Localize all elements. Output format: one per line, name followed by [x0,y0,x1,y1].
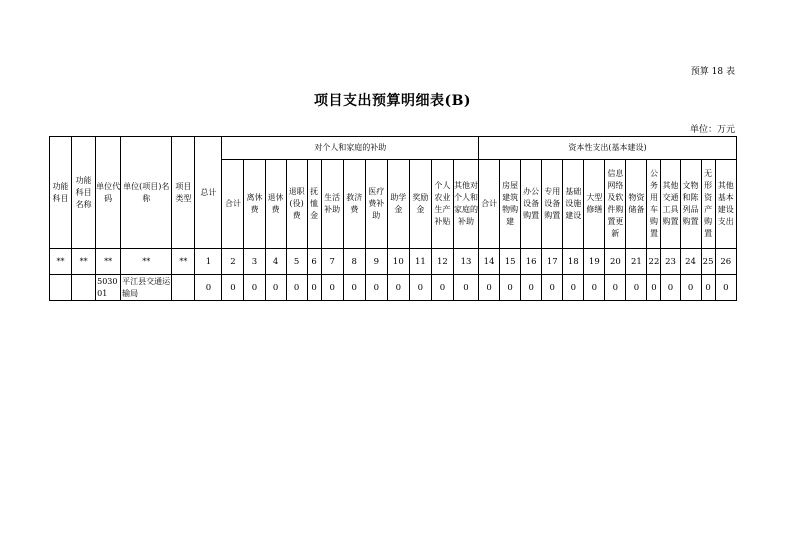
header-official-car: 公务用车购置 [647,160,661,249]
header-relief: 救济费 [343,160,365,249]
value-cell: 0 [500,275,521,301]
header-row-group [50,137,737,160]
unit-label: 单位：万元 [689,125,735,135]
index-row [50,249,737,275]
value-cell: 0 [542,275,563,301]
index-cell: 22 [647,249,661,275]
header-capital-subtotal: 合计 [479,160,500,249]
header-other-vehicle: 其他交通工具购置 [661,160,680,249]
value-cell: 0 [661,275,680,301]
value-cell: 0 [680,275,701,301]
value-cell: 0 [701,275,715,301]
index-cell: 14 [479,249,500,275]
index-cell: 8 [343,249,365,275]
index-cell: 5 [286,249,307,275]
index-cell: 24 [680,249,701,275]
index-cell: ** [50,249,72,275]
header-material-reserve: 物资储备 [626,160,647,249]
header-bonus: 奖励金 [409,160,431,249]
index-cell: 17 [542,249,563,275]
header-total: 总计 [195,137,222,249]
header-major-repair: 大型修缮 [584,160,605,249]
value-cell: 0 [265,275,286,301]
value-cell: 0 [409,275,431,301]
header-living-allowance: 生活补助 [321,160,343,249]
value-cell: 0 [563,275,584,301]
header-group-capital: 资本性支出(基本建设) [479,137,737,160]
index-cell: 19 [584,249,605,275]
header-unit-name: 单位(项目)名称 [121,137,172,249]
index-cell: 1 [195,249,222,275]
index-cell: 21 [626,249,647,275]
page-title: 项目支出预算明细表(B) [313,93,472,109]
header-personal-subtotal: 合计 [222,160,244,249]
header-group-personal: 对个人和家庭的补助 [222,137,479,160]
header-special-equipment: 专用设备购置 [542,160,563,249]
index-cell: 9 [365,249,387,275]
header-function-subject-name: 功能科目名称 [72,137,96,249]
index-cell: 23 [661,249,680,275]
value-cell: 0 [343,275,365,301]
value-cell: 0 [605,275,626,301]
value-cell: 0 [521,275,542,301]
value-cell: 0 [715,275,736,301]
header-building: 房屋建筑物购建 [500,160,521,249]
index-cell: 6 [307,249,321,275]
budget-table [49,136,737,301]
cell-unit-name: 平江县交通运输局 [121,275,172,301]
header-retirement-cadre: 离休费 [244,160,265,249]
header-other-personal: 其他对个人和家庭的补助 [453,160,478,249]
value-cell: 0 [431,275,453,301]
value-cell: 0 [453,275,478,301]
value-cell: 0 [222,275,244,301]
index-cell: ** [121,249,172,275]
header-agri-subsidy: 个人农业生产补贴 [431,160,453,249]
index-cell: 25 [701,249,715,275]
value-cell: 0 [244,275,265,301]
cell-function-subject-name [72,275,96,301]
cell-unit-code: 503001 [96,275,121,301]
cell-project-type [172,275,195,301]
header-pension: 抚恤金 [307,160,321,249]
index-cell: ** [96,249,121,275]
index-cell: 3 [244,249,265,275]
index-cell: ** [72,249,96,275]
header-retirement: 退休费 [265,160,286,249]
table-number: 预算 18 表 [690,67,735,77]
header-it-software: 信息网络及软件购置更新 [605,160,626,249]
header-function-subject: 功能科目 [50,137,72,249]
value-cell: 0 [647,275,661,301]
index-cell: 13 [453,249,478,275]
index-cell: 26 [715,249,736,275]
header-other-capital: 其他基本建设支出 [715,160,736,249]
header-medical-subsidy: 医疗费补助 [365,160,387,249]
index-cell: 7 [321,249,343,275]
header-resignation: 退职(役)费 [286,160,307,249]
index-cell: 10 [387,249,409,275]
header-intangible-assets: 无形资产购置 [701,160,715,249]
value-cell: 0 [195,275,222,301]
value-cell: 0 [479,275,500,301]
index-cell: 20 [605,249,626,275]
header-unit-code: 单位代码 [96,137,121,249]
index-cell: 12 [431,249,453,275]
header-project-type: 项目类型 [172,137,195,249]
value-cell: 0 [626,275,647,301]
cell-function-subject [50,275,72,301]
header-scholarship: 助学金 [387,160,409,249]
table-row [50,275,737,301]
index-cell: ** [172,249,195,275]
index-cell: 15 [500,249,521,275]
header-cultural-relics: 文物和陈列品购置 [680,160,701,249]
index-cell: 2 [222,249,244,275]
index-cell: 11 [409,249,431,275]
value-cell: 0 [286,275,307,301]
header-office-equipment: 办公设备购置 [521,160,542,249]
value-cell: 0 [584,275,605,301]
header-infrastructure: 基础设施建设 [563,160,584,249]
index-cell: 4 [265,249,286,275]
index-cell: 18 [563,249,584,275]
value-cell: 0 [365,275,387,301]
value-cell: 0 [387,275,409,301]
index-cell: 16 [521,249,542,275]
value-cell: 0 [321,275,343,301]
value-cell: 0 [307,275,321,301]
